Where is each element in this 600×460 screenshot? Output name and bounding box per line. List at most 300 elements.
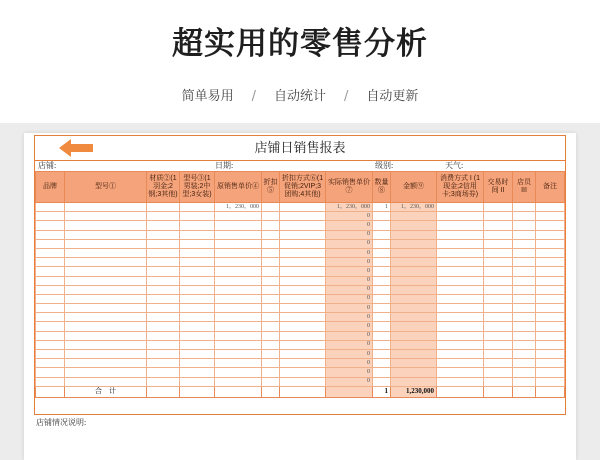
table-cell[interactable] [180, 230, 215, 239]
table-cell[interactable] [147, 221, 180, 230]
table-row [36, 340, 565, 349]
table-cell[interactable] [215, 368, 262, 377]
table-cell[interactable] [262, 230, 280, 239]
table-cell[interactable] [65, 285, 147, 294]
table-cell[interactable] [437, 258, 484, 267]
table-cell[interactable] [65, 368, 147, 377]
table-cell[interactable] [147, 368, 180, 377]
table-cell[interactable] [484, 212, 513, 221]
table-cell[interactable] [36, 248, 65, 257]
table-cell[interactable] [215, 258, 262, 267]
table-cell[interactable] [280, 276, 326, 285]
table-cell[interactable] [513, 331, 536, 340]
table-cell[interactable] [65, 359, 147, 368]
table-cell[interactable] [180, 340, 215, 349]
table-cell[interactable] [484, 331, 513, 340]
table-cell[interactable] [437, 230, 484, 239]
table-cell[interactable] [147, 377, 180, 386]
total-cell [147, 386, 180, 397]
table-cell[interactable] [262, 350, 280, 359]
table-cell[interactable] [484, 248, 513, 257]
table-cell[interactable] [215, 294, 262, 303]
table-cell[interactable] [391, 359, 437, 368]
table-cell[interactable] [391, 258, 437, 267]
table-cell[interactable] [513, 322, 536, 331]
table-cell[interactable] [180, 377, 215, 386]
table-cell[interactable] [437, 285, 484, 294]
table-cell[interactable] [373, 377, 391, 386]
table-cell[interactable] [484, 285, 513, 294]
table-cell[interactable] [536, 340, 565, 349]
table-cell[interactable] [180, 276, 215, 285]
table-cell[interactable] [36, 230, 65, 239]
table-cell[interactable] [147, 258, 180, 267]
table-cell[interactable] [513, 304, 536, 313]
table-cell[interactable] [536, 368, 565, 377]
table-cell[interactable] [180, 267, 215, 276]
table-cell[interactable] [36, 203, 65, 212]
table-cell[interactable] [536, 203, 565, 212]
table-cell[interactable] [391, 340, 437, 349]
table-cell[interactable] [373, 221, 391, 230]
table-cell[interactable] [536, 285, 565, 294]
table-cell[interactable] [373, 304, 391, 313]
table-body [36, 203, 565, 398]
table-cell[interactable]: 0 [326, 221, 373, 230]
table-cell[interactable] [65, 276, 147, 285]
table-cell[interactable] [437, 359, 484, 368]
table-cell[interactable]: 0 [326, 276, 373, 285]
table-cell[interactable] [65, 203, 147, 212]
column-header: 型号③(1男装;2中型;3女装) [180, 172, 215, 203]
table-cell[interactable] [147, 212, 180, 221]
table-cell[interactable] [36, 294, 65, 303]
table-cell[interactable] [36, 350, 65, 359]
table-cell[interactable] [215, 230, 262, 239]
table-cell[interactable] [536, 331, 565, 340]
table-cell[interactable] [280, 230, 326, 239]
table-row [36, 359, 565, 368]
table-cell[interactable] [437, 304, 484, 313]
table-cell[interactable] [391, 322, 437, 331]
table-cell[interactable] [215, 304, 262, 313]
table-cell[interactable] [373, 322, 391, 331]
table-cell[interactable] [147, 285, 180, 294]
table-cell[interactable] [215, 221, 262, 230]
table-cell[interactable] [215, 322, 262, 331]
table-cell[interactable] [484, 368, 513, 377]
table-cell[interactable]: 1，230，000 [215, 203, 262, 212]
table-cell[interactable] [484, 294, 513, 303]
table-cell[interactable] [147, 248, 180, 257]
table-cell[interactable] [215, 359, 262, 368]
table-cell[interactable] [513, 239, 536, 248]
table-cell[interactable] [215, 276, 262, 285]
table-cell[interactable] [65, 239, 147, 248]
table-cell[interactable] [180, 313, 215, 322]
table-cell[interactable] [437, 368, 484, 377]
table-cell[interactable] [36, 377, 65, 386]
table-cell[interactable] [280, 267, 326, 276]
table-cell[interactable]: 0 [326, 248, 373, 257]
table-cell[interactable] [513, 212, 536, 221]
table-cell[interactable]: 0 [326, 230, 373, 239]
table-cell[interactable] [391, 239, 437, 248]
table-cell[interactable] [180, 331, 215, 340]
table-cell[interactable] [437, 313, 484, 322]
table-cell[interactable] [65, 230, 147, 239]
table-cell[interactable]: 0 [326, 258, 373, 267]
table-cell[interactable] [373, 368, 391, 377]
table-cell[interactable] [280, 322, 326, 331]
table-cell[interactable] [280, 331, 326, 340]
table-cell[interactable] [391, 331, 437, 340]
table-cell[interactable] [180, 212, 215, 221]
table-cell[interactable] [391, 248, 437, 257]
table-cell[interactable] [262, 331, 280, 340]
table-cell[interactable] [65, 267, 147, 276]
table-cell[interactable] [391, 350, 437, 359]
table-cell[interactable] [280, 313, 326, 322]
table-cell[interactable] [215, 212, 262, 221]
table-row [36, 368, 565, 377]
table-cell[interactable] [536, 230, 565, 239]
total-cell [536, 386, 565, 397]
table-cell[interactable]: 0 [326, 331, 373, 340]
table-cell[interactable] [373, 294, 391, 303]
table-cell[interactable] [36, 322, 65, 331]
table-cell[interactable] [373, 212, 391, 221]
table-cell[interactable] [391, 267, 437, 276]
table-cell[interactable] [536, 377, 565, 386]
table-cell[interactable] [262, 258, 280, 267]
table-cell[interactable] [536, 313, 565, 322]
table-cell[interactable] [437, 340, 484, 349]
table-cell[interactable] [147, 304, 180, 313]
table-cell[interactable] [280, 285, 326, 294]
table-cell[interactable] [513, 230, 536, 239]
table-cell[interactable] [391, 368, 437, 377]
table-cell[interactable] [215, 239, 262, 248]
table-cell[interactable] [280, 203, 326, 212]
table-cell[interactable] [437, 239, 484, 248]
table-cell[interactable] [437, 248, 484, 257]
table-cell[interactable] [180, 258, 215, 267]
table-cell[interactable] [280, 239, 326, 248]
table-cell[interactable] [536, 212, 565, 221]
table-cell[interactable] [373, 230, 391, 239]
table-cell[interactable] [484, 230, 513, 239]
table-cell[interactable] [280, 377, 326, 386]
table-cell[interactable] [373, 258, 391, 267]
table-cell[interactable] [180, 368, 215, 377]
table-cell[interactable] [280, 221, 326, 230]
table-cell[interactable] [262, 276, 280, 285]
table-cell[interactable] [215, 313, 262, 322]
table-cell[interactable] [147, 239, 180, 248]
table-cell[interactable] [373, 267, 391, 276]
table-cell[interactable] [437, 331, 484, 340]
table-cell[interactable] [280, 368, 326, 377]
table-cell[interactable] [536, 276, 565, 285]
table-cell[interactable] [536, 359, 565, 368]
table-cell[interactable] [215, 331, 262, 340]
table-cell[interactable] [373, 239, 391, 248]
table-cell[interactable] [484, 313, 513, 322]
table-cell[interactable] [484, 221, 513, 230]
table-cell[interactable] [536, 294, 565, 303]
table-cell[interactable] [280, 212, 326, 221]
table-cell[interactable] [147, 322, 180, 331]
table-cell[interactable] [391, 304, 437, 313]
table-cell[interactable] [36, 258, 65, 267]
table-cell[interactable] [484, 359, 513, 368]
table-cell[interactable]: 0 [326, 368, 373, 377]
table-cell[interactable] [215, 340, 262, 349]
table-cell[interactable] [147, 313, 180, 322]
table-cell[interactable] [280, 350, 326, 359]
table-cell[interactable] [513, 267, 536, 276]
table-cell[interactable] [65, 377, 147, 386]
left-arrow-icon[interactable] [59, 139, 93, 157]
table-cell[interactable]: 1 [373, 203, 391, 212]
table-cell[interactable] [36, 359, 65, 368]
table-cell[interactable]: 0 [326, 322, 373, 331]
table-cell[interactable] [513, 248, 536, 257]
column-header: 数量⑧ [373, 172, 391, 203]
table-cell[interactable] [536, 258, 565, 267]
table-cell[interactable]: 0 [326, 267, 373, 276]
table-cell[interactable] [215, 267, 262, 276]
table-cell[interactable] [484, 322, 513, 331]
table-cell[interactable] [180, 304, 215, 313]
table-cell[interactable] [536, 221, 565, 230]
table-cell[interactable] [262, 248, 280, 257]
table-cell[interactable] [262, 294, 280, 303]
table-cell[interactable] [262, 340, 280, 349]
table-cell[interactable] [180, 285, 215, 294]
table-row [36, 221, 565, 230]
table-cell[interactable] [36, 368, 65, 377]
table-cell[interactable] [484, 203, 513, 212]
table-cell[interactable] [484, 377, 513, 386]
table-cell[interactable]: 0 [326, 212, 373, 221]
table-cell[interactable] [65, 221, 147, 230]
table-cell[interactable] [147, 294, 180, 303]
table-cell[interactable] [147, 340, 180, 349]
table-cell[interactable] [484, 267, 513, 276]
table-cell[interactable] [437, 212, 484, 221]
table-cell[interactable] [262, 359, 280, 368]
table-cell[interactable] [536, 248, 565, 257]
table-cell[interactable]: 0 [326, 239, 373, 248]
table-cell[interactable] [373, 276, 391, 285]
table-cell[interactable] [36, 267, 65, 276]
table-cell[interactable] [513, 294, 536, 303]
table-cell[interactable] [513, 313, 536, 322]
table-cell[interactable] [391, 294, 437, 303]
table-cell[interactable] [262, 285, 280, 294]
table-cell[interactable] [180, 248, 215, 257]
table-cell[interactable] [437, 350, 484, 359]
table-cell[interactable] [65, 248, 147, 257]
table-cell[interactable]: 0 [326, 359, 373, 368]
table-cell[interactable] [180, 359, 215, 368]
table-cell[interactable] [513, 221, 536, 230]
table-cell[interactable] [215, 248, 262, 257]
table-cell[interactable] [262, 203, 280, 212]
table-cell[interactable]: 0 [326, 377, 373, 386]
table-cell[interactable] [65, 322, 147, 331]
table-cell[interactable] [147, 350, 180, 359]
table-cell[interactable] [36, 276, 65, 285]
table-cell[interactable]: 0 [326, 294, 373, 303]
table-cell[interactable] [484, 276, 513, 285]
table-cell[interactable]: 0 [326, 313, 373, 322]
table-cell[interactable] [65, 313, 147, 322]
table-cell[interactable] [536, 322, 565, 331]
table-cell[interactable] [180, 203, 215, 212]
table-cell[interactable] [262, 377, 280, 386]
table-cell[interactable] [147, 267, 180, 276]
table-cell[interactable] [180, 239, 215, 248]
table-cell[interactable] [147, 359, 180, 368]
table-cell[interactable] [513, 368, 536, 377]
table-cell[interactable] [373, 313, 391, 322]
table-cell[interactable] [391, 285, 437, 294]
table-cell[interactable] [180, 350, 215, 359]
table-cell[interactable] [262, 313, 280, 322]
table-cell[interactable] [391, 212, 437, 221]
table-cell[interactable] [36, 331, 65, 340]
table-cell[interactable] [513, 203, 536, 212]
table-cell[interactable] [391, 276, 437, 285]
table-cell[interactable] [280, 340, 326, 349]
table-cell[interactable] [536, 350, 565, 359]
table-cell[interactable] [437, 203, 484, 212]
weather-label: 天气: [445, 161, 464, 170]
total-cell [326, 386, 373, 397]
table-cell[interactable] [373, 350, 391, 359]
table-cell[interactable] [36, 304, 65, 313]
table-cell[interactable] [484, 258, 513, 267]
table-cell[interactable] [280, 294, 326, 303]
table-cell[interactable] [65, 294, 147, 303]
table-cell[interactable] [437, 267, 484, 276]
table-cell[interactable] [65, 340, 147, 349]
table-cell[interactable] [513, 350, 536, 359]
table-cell[interactable] [147, 331, 180, 340]
report-title: 店铺日销售报表 [254, 140, 346, 155]
tag-auto-stats: 自动统计 [273, 89, 326, 104]
table-cell[interactable] [513, 340, 536, 349]
table-cell[interactable] [437, 276, 484, 285]
table-cell[interactable] [391, 313, 437, 322]
table-cell[interactable] [437, 221, 484, 230]
table-cell[interactable] [484, 304, 513, 313]
table-cell[interactable] [36, 212, 65, 221]
table-cell[interactable] [373, 340, 391, 349]
table-cell[interactable]: 1，230，000 [391, 203, 437, 212]
table-cell[interactable] [513, 276, 536, 285]
table-cell[interactable] [280, 248, 326, 257]
table-cell[interactable]: 0 [326, 350, 373, 359]
sales-table [35, 171, 565, 398]
table-cell[interactable] [536, 304, 565, 313]
store-note-label: 店铺情况说明: [36, 418, 87, 427]
table-cell[interactable] [180, 221, 215, 230]
table-cell[interactable] [65, 350, 147, 359]
table-cell[interactable] [373, 285, 391, 294]
table-cell[interactable] [280, 304, 326, 313]
table-cell[interactable] [536, 239, 565, 248]
table-cell[interactable]: 0 [326, 285, 373, 294]
table-cell[interactable] [391, 230, 437, 239]
table-cell[interactable] [280, 258, 326, 267]
table-cell[interactable] [147, 230, 180, 239]
table-cell[interactable] [65, 212, 147, 221]
table-cell[interactable] [513, 359, 536, 368]
table-cell[interactable] [180, 322, 215, 331]
table-cell[interactable] [437, 322, 484, 331]
table-cell[interactable] [36, 221, 65, 230]
table-cell[interactable] [484, 350, 513, 359]
table-cell[interactable] [513, 258, 536, 267]
table-cell[interactable] [437, 377, 484, 386]
table-row [36, 267, 565, 276]
table-cell[interactable] [147, 203, 180, 212]
table-cell[interactable]: 0 [326, 340, 373, 349]
table-cell[interactable] [391, 221, 437, 230]
table-cell[interactable] [215, 377, 262, 386]
table-cell[interactable] [484, 239, 513, 248]
table-cell[interactable] [536, 267, 565, 276]
table-row [36, 304, 565, 313]
table-cell[interactable] [262, 221, 280, 230]
table-cell[interactable]: 0 [326, 304, 373, 313]
table-cell[interactable] [373, 331, 391, 340]
table-cell[interactable] [484, 340, 513, 349]
table-cell[interactable] [373, 359, 391, 368]
table-cell[interactable] [36, 313, 65, 322]
table-cell[interactable] [36, 285, 65, 294]
table-cell[interactable] [262, 239, 280, 248]
table-cell[interactable] [215, 350, 262, 359]
table-cell[interactable] [437, 294, 484, 303]
table-cell[interactable] [147, 276, 180, 285]
table-cell[interactable] [262, 267, 280, 276]
table-cell[interactable] [65, 331, 147, 340]
table-cell[interactable] [262, 368, 280, 377]
table-cell[interactable] [262, 304, 280, 313]
table-cell[interactable] [36, 239, 65, 248]
table-cell[interactable]: 1，230，000 [326, 203, 373, 212]
table-cell[interactable] [373, 248, 391, 257]
table-cell[interactable] [180, 294, 215, 303]
table-cell[interactable] [65, 258, 147, 267]
table-cell[interactable] [391, 377, 437, 386]
total-label: 合 计 [65, 386, 147, 397]
table-cell[interactable] [262, 322, 280, 331]
table-cell[interactable] [65, 304, 147, 313]
table-cell[interactable] [513, 285, 536, 294]
table-cell[interactable] [262, 212, 280, 221]
table-row [36, 230, 565, 239]
table-cell[interactable] [215, 285, 262, 294]
table-cell[interactable] [280, 359, 326, 368]
table-cell[interactable] [36, 340, 65, 349]
table-cell[interactable] [513, 377, 536, 386]
